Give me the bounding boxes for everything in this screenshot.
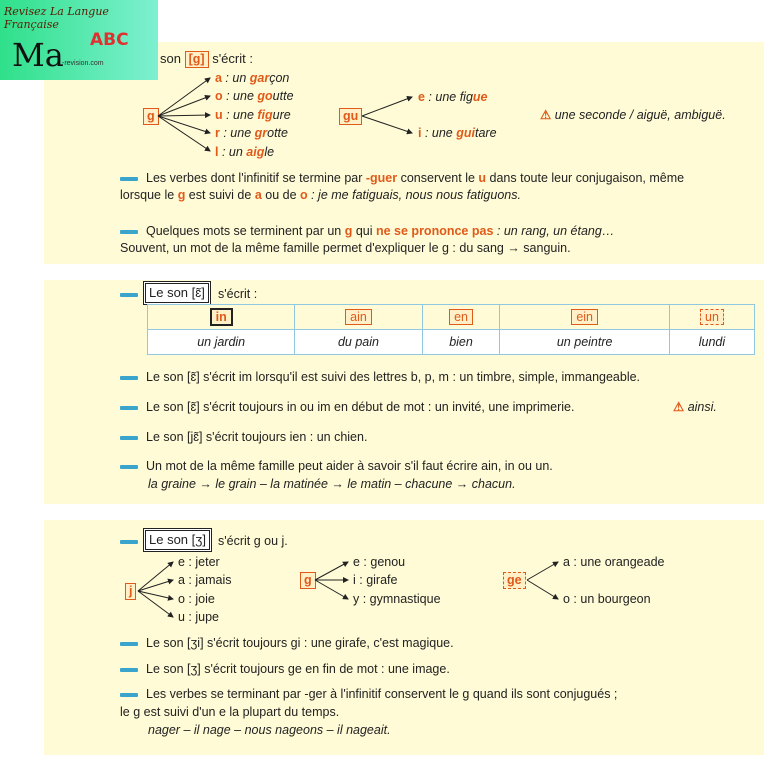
g-item-a: a : un garçon — [215, 71, 290, 85]
example-word: bien — [422, 330, 500, 355]
ge-box: ge — [503, 572, 526, 589]
logo-abc: ABC — [90, 30, 129, 50]
g-letter-box: g — [143, 108, 159, 125]
in-rule-im: Le son [ɛ̃] s'écrit im lorsqu'il est suivi des lettres b, p, m : un timbre, simple, immangeable. — [120, 369, 640, 385]
in-rule-examples: la graine → le grain – la matinée → le matin – chacune → chacun. — [148, 477, 516, 491]
j-item: e : jeter — [178, 555, 220, 569]
logo-tagline: Revisez La Langue Française — [4, 5, 109, 31]
g-soft-item: e : genou — [353, 555, 406, 569]
g-soft-item: i : girafe — [353, 573, 398, 587]
example-word: un jardin — [148, 330, 295, 355]
in-title-rest: s'écrit : — [218, 287, 258, 301]
g-soft-box: g — [300, 572, 316, 589]
heading-son-g: son [g] s'écrit : — [160, 51, 253, 66]
g-item-r: r : une grotte — [215, 126, 288, 140]
j-rule-ger: Les verbes se terminant par -ger à l'infinitif conservent le g quand ils sont conjugués ; — [120, 686, 617, 702]
j-title-rest: s'écrit g ou j. — [218, 534, 288, 548]
spelling-en: en — [449, 309, 473, 325]
example-word: un peintre — [500, 330, 669, 355]
ge-item: a : une orangeade — [563, 555, 665, 569]
gu-item-e: e : une figue — [418, 90, 488, 104]
spelling-ain: ain — [345, 309, 372, 325]
g-warning-note: ⚠ une seconde / aiguë, ambiguë. — [540, 108, 726, 122]
g-soft-item: y : gymnastique — [353, 592, 441, 606]
j-item: u : jupe — [178, 610, 220, 624]
ge-item: o : un bourgeon — [563, 592, 651, 606]
logo-url: -revision.com — [62, 60, 104, 67]
in-rule-famille: Un mot de la même famille peut aider à savoir s'il faut écrire ain, in ou un. — [120, 458, 553, 474]
spelling-in: in — [210, 308, 233, 326]
in-title: Le son [ɛ̃] — [143, 281, 211, 305]
g-item-u: u : une figure — [215, 108, 291, 122]
warning-icon: ⚠ — [540, 108, 552, 122]
g-rule-famille: Souvent, un mot de la même famille permet d'expliquer le g : du sang → sanguin. — [120, 241, 571, 255]
j-item: o : joie — [178, 592, 215, 606]
gu-box: gu — [339, 108, 362, 125]
spelling-un: un — [700, 309, 724, 325]
g-item-l: l : un aigle — [215, 145, 275, 159]
in-rule-ien: Le son [jɛ̃] s'écrit toujours ien : un chien. — [120, 429, 367, 445]
j-rule-examples: nager – il nage – nous nageons – il nageait. — [148, 723, 391, 737]
j-item: a : jamais — [178, 573, 232, 587]
g-rule-guer-line2: lorsque le g est suivi de a ou de o : je me fatiguais, nous nous fatiguons. — [120, 188, 521, 202]
gu-item-i: i : une guitare — [418, 126, 497, 140]
spelling-ein: ein — [571, 309, 598, 325]
j-rule-gi: Le son [ʒi] s'écrit toujours gi : une girafe, c'est magique. — [120, 635, 454, 651]
in-warning-ainsi: ⚠ ainsi. — [673, 400, 717, 414]
g-rule-guer: Les verbes dont l'infinitif se termine par -guer conservent le u dans toute leur conjugaison, même — [120, 170, 684, 186]
example-word: lundi — [669, 330, 754, 355]
j-letter-box: j — [125, 583, 136, 600]
example-word: du pain — [295, 330, 422, 355]
j-title: Le son [ʒ] — [143, 528, 212, 552]
g-item-o: o : une goutte — [215, 89, 294, 103]
g-rule-silent: Quelques mots se terminent par un g qui ne se prononce pas : un rang, un étang… — [120, 223, 614, 239]
warning-icon: ⚠ — [673, 400, 685, 414]
in-rule-debut: Le son [ɛ̃] s'écrit toujours in ou im en début de mot : un invité, une imprimerie. — [120, 399, 574, 415]
j-rule-ge: Le son [ʒ] s'écrit toujours ge en fin de mot : une image. — [120, 661, 450, 677]
j-rule-ger-line2: le g est suivi d'un e la plupart du temps. — [120, 705, 340, 719]
logo-ma: Ma — [12, 36, 64, 74]
